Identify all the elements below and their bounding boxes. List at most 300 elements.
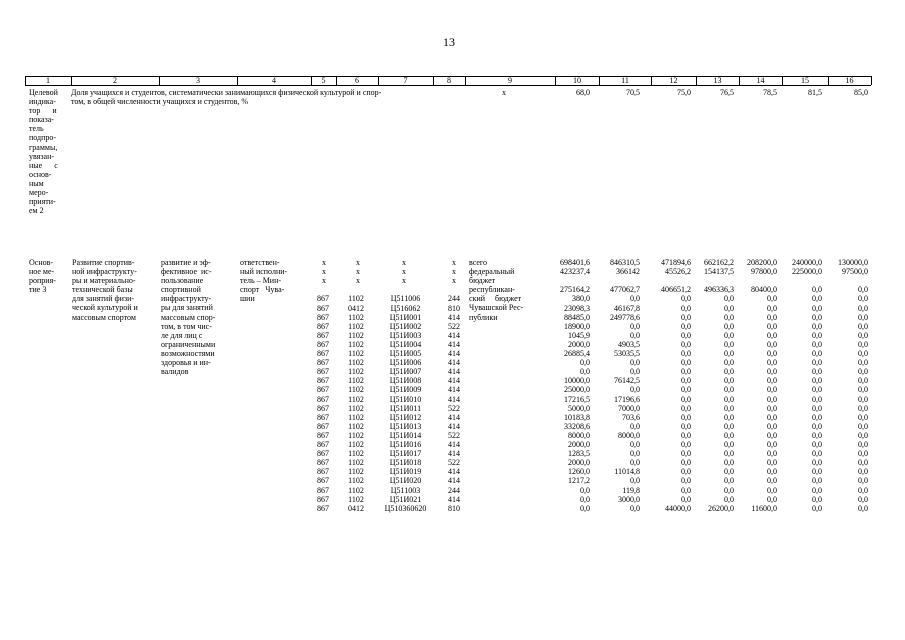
row-amount: 0,0 — [724, 376, 734, 386]
row-amount: 0,0 — [681, 467, 691, 477]
row-section-code: 1102 — [348, 394, 364, 404]
row-expense-code: 810 — [448, 503, 460, 513]
row-amount: 0,0 — [812, 303, 822, 313]
row-amount: 0,0 — [767, 385, 777, 395]
header-col-12: 12 — [669, 76, 678, 85]
row-amount: 0,0 — [681, 330, 691, 340]
row-section-code: 1102 — [348, 476, 364, 486]
row-amount: 0,0 — [767, 449, 777, 459]
header-bottom-border — [25, 85, 871, 86]
row-target-code: Ц51И017 — [389, 449, 422, 459]
row-target-code: Ц51И018 — [389, 458, 422, 468]
row-amount: 0,0 — [630, 421, 640, 431]
row-amount: 10000,0 — [564, 376, 590, 386]
row-ministry-code: 867 — [317, 312, 329, 322]
row-amount: 0,0 — [812, 385, 822, 395]
row-amount: 0,0 — [858, 303, 868, 313]
row-amount: 0,0 — [681, 349, 691, 358]
row-amount: 1217,2 — [568, 476, 590, 486]
row-amount: 0,0 — [812, 339, 822, 349]
row-section-code: 1102 — [348, 376, 364, 386]
row-amount: 0,0 — [630, 476, 640, 486]
row-amount: 0,0 — [858, 321, 868, 331]
row-amount: 2000,0 — [568, 440, 590, 449]
row-amount: 2000,0 — [568, 339, 590, 349]
row-target-code: Ц511003 — [390, 485, 421, 495]
row-amount: 97800,0 — [751, 267, 777, 277]
row-ministry-code: 867 — [317, 394, 329, 404]
row-amount: 2000,0 — [568, 458, 590, 468]
row-amount: 0,0 — [767, 339, 777, 349]
row-amount: 0,0 — [812, 294, 822, 304]
row-amount: 0,0 — [767, 330, 777, 340]
row-amount: 1045,9 — [568, 330, 590, 340]
row-amount: 0,0 — [724, 458, 734, 468]
row-amount: 0,0 — [724, 349, 734, 358]
row-amount: 53035,5 — [614, 349, 640, 358]
row-amount: 0,0 — [858, 403, 868, 413]
row-amount: 26200,0 — [708, 503, 734, 513]
row-amount: 0,0 — [858, 412, 868, 422]
row-ministry-code: 867 — [317, 358, 329, 368]
row-target-code: Ц51И003 — [389, 330, 422, 340]
row-amount: 0,0 — [812, 485, 822, 495]
row-section-code: 1102 — [348, 385, 364, 395]
row-ministry-code: 867 — [317, 403, 329, 413]
row-target-code: Ц51И016 — [389, 440, 422, 449]
row-amount: 88485,0 — [564, 312, 590, 322]
row-amount: 0,0 — [858, 339, 868, 349]
row-amount: 3000,0 — [618, 494, 640, 504]
row-section-code: 1102 — [348, 339, 364, 349]
row-amount: 0,0 — [724, 440, 734, 449]
row-expense-code: 414 — [448, 339, 460, 349]
row-amount: 0,0 — [858, 294, 868, 304]
row-amount: 17196,6 — [614, 394, 640, 404]
row-amount: 46167,8 — [614, 303, 640, 313]
row-amount: 249778,6 — [610, 312, 640, 322]
header-col-15: 15 — [801, 76, 809, 85]
row-section-code: 1102 — [348, 467, 364, 477]
header-col-2: 2 — [113, 76, 117, 85]
row-section-code: 1102 — [348, 421, 364, 431]
row-amount: 0,0 — [681, 312, 691, 322]
row-amount: 0,0 — [681, 403, 691, 413]
row-amount: 0,0 — [580, 494, 590, 504]
row-amount: 8000,0 — [618, 430, 640, 440]
row-amount: 0,0 — [812, 476, 822, 486]
row-expense-code: 414 — [448, 394, 460, 404]
row-amount: 0,0 — [724, 449, 734, 459]
row-amount: 0,0 — [858, 503, 868, 513]
row-amount: 0,0 — [812, 494, 822, 504]
row-amount: 0,0 — [858, 440, 868, 449]
row-section-code: 1102 — [348, 330, 364, 340]
row-target-code: Ц51И004 — [389, 339, 422, 349]
row-amount: 0,0 — [630, 440, 640, 449]
row-expense-code: 810 — [448, 303, 460, 313]
row-target-code: x — [402, 276, 406, 286]
row-amount: 26885,4 — [564, 349, 590, 358]
row-expense-code: 414 — [448, 440, 460, 449]
row-amount: 0,0 — [858, 385, 868, 395]
row-amount: 0,0 — [767, 440, 777, 449]
row-amount: 0,0 — [812, 394, 822, 404]
row-amount: 0,0 — [812, 376, 822, 386]
indicator-value: 85,0 — [854, 88, 868, 97]
row-amount: 0,0 — [724, 394, 734, 404]
row-target-code: Ц51И009 — [389, 385, 422, 395]
row-amount: 698401,6 — [560, 258, 590, 267]
row-amount: 0,0 — [858, 285, 868, 295]
row-section-code: 1102 — [348, 430, 364, 440]
row-section-code: 1102 — [348, 358, 364, 368]
row-amount: 0,0 — [858, 485, 868, 495]
row-amount: 0,0 — [724, 303, 734, 313]
row-amount: 0,0 — [858, 494, 868, 504]
row-section-code: 1102 — [348, 349, 364, 358]
row-amount: 0,0 — [812, 330, 822, 340]
row-target-code: Ц51И005 — [389, 349, 422, 358]
row-amount: 0,0 — [767, 494, 777, 504]
header-col-5: 5 — [321, 76, 326, 85]
row-amount: 44000,0 — [665, 503, 691, 513]
row-amount: 0,0 — [724, 412, 734, 422]
row-expense-code: 414 — [448, 385, 460, 395]
row-amount: 0,0 — [767, 312, 777, 322]
indicator-source: x — [502, 88, 506, 97]
row-ministry-code: 867 — [317, 376, 329, 386]
row-amount: 0,0 — [812, 503, 822, 513]
row-amount: 0,0 — [767, 367, 777, 377]
header-col-3: 3 — [196, 76, 200, 85]
row-amount: 23098,3 — [564, 303, 590, 313]
row-target-code: Ц51И006 — [389, 358, 422, 368]
row-amount: 423237,4 — [560, 267, 590, 277]
row-amount: 0,0 — [630, 458, 640, 468]
row-ministry-code: 867 — [317, 349, 329, 358]
row-amount: 0,0 — [858, 349, 868, 358]
row-expense-code: 522 — [448, 403, 460, 413]
row-amount: 0,0 — [681, 303, 691, 313]
row-amount: 0,0 — [767, 376, 777, 386]
row-ministry-code: 867 — [317, 449, 329, 459]
row-amount: 0,0 — [767, 467, 777, 477]
row-ministry-code: 867 — [317, 321, 329, 331]
row-expense-code: 414 — [448, 494, 460, 504]
row-amount: 0,0 — [681, 358, 691, 368]
row-amount: 0,0 — [724, 476, 734, 486]
row-amount: 0,0 — [630, 330, 640, 340]
header-col-11: 11 — [621, 76, 629, 85]
row-expense-code: 522 — [448, 458, 460, 468]
header-col-9: 9 — [508, 76, 512, 85]
row-ministry-code: 867 — [317, 339, 329, 349]
row-amount: 471894,6 — [661, 258, 691, 267]
row-amount: 406651,2 — [661, 285, 691, 295]
row-amount: 0,0 — [767, 294, 777, 304]
row-expense-code: 414 — [448, 367, 460, 377]
row-amount: 0,0 — [812, 367, 822, 377]
row-ministry-code: 867 — [317, 440, 329, 449]
row-target-code: Ц51И014 — [389, 430, 422, 440]
row-ministry-code: 867 — [317, 458, 329, 468]
row-amount: 0,0 — [812, 458, 822, 468]
row-amount: 0,0 — [630, 358, 640, 368]
row-ministry-code: 867 — [317, 503, 329, 513]
row-ministry-code: 867 — [317, 485, 329, 495]
row-amount: 0,0 — [681, 394, 691, 404]
row-amount: 0,0 — [724, 312, 734, 322]
row-amount: 0,0 — [767, 421, 777, 431]
header-col-7: 7 — [403, 76, 408, 85]
row-target-code: Ц51И021 — [389, 494, 422, 504]
row-amount: 0,0 — [681, 321, 691, 331]
header-col-divider — [871, 76, 872, 85]
row-amount: 0,0 — [681, 430, 691, 440]
row-amount: 0,0 — [812, 358, 822, 368]
row-amount: 225000,0 — [792, 267, 822, 277]
row-target-code: x — [402, 267, 406, 277]
measure-label: Основ- ное ме- роприя- тие 3 — [29, 258, 56, 295]
row-ministry-code: 867 — [317, 494, 329, 504]
indicator-value: 81,5 — [808, 88, 822, 97]
row-section-code: 1102 — [348, 403, 364, 413]
row-ministry-code: 867 — [317, 476, 329, 486]
row-section-code: 1102 — [348, 494, 364, 504]
row-amount: 130000,0 — [838, 258, 868, 267]
measure-title: Развитие спортив- ной инфраструкту- ры и материально- технической базы для занятий физи- ческой культурой и массовым спортом — [72, 258, 138, 322]
row-target-code: Ц51И002 — [389, 321, 422, 331]
row-amount: 0,0 — [858, 312, 868, 322]
row-expense-code: 522 — [448, 430, 460, 440]
row-amount: 0,0 — [681, 421, 691, 431]
row-section-code: 1102 — [348, 440, 364, 449]
row-expense-code: 414 — [448, 467, 460, 477]
row-amount: 477062,7 — [610, 285, 640, 295]
row-ministry-code: 867 — [317, 412, 329, 422]
row-amount: 366142 — [616, 267, 640, 277]
row-amount: 0,0 — [767, 303, 777, 313]
header-col-1: 1 — [46, 76, 50, 85]
measure-executor: ответствен- ный исполни- тель – Мин- спорт Чува- шии — [240, 258, 288, 304]
row-amount: 0,0 — [681, 494, 691, 504]
measure-funding-sources: всего федеральный бюджет республикан- ский бюджет Чувашской Рес- публики — [469, 258, 524, 322]
row-amount: 0,0 — [812, 312, 822, 322]
row-ministry-code: 867 — [317, 430, 329, 440]
row-ministry-code: 867 — [317, 421, 329, 431]
row-amount: 0,0 — [724, 367, 734, 377]
row-expense-code: 414 — [448, 476, 460, 486]
row-amount: 0,0 — [681, 476, 691, 486]
row-section-code: 1102 — [348, 412, 364, 422]
row-amount: 0,0 — [812, 412, 822, 422]
row-amount: 18900,0 — [564, 321, 590, 331]
header-col-16: 16 — [845, 76, 854, 85]
row-expense-code: 414 — [448, 312, 460, 322]
row-amount: 0,0 — [858, 476, 868, 486]
row-amount: 0,0 — [580, 485, 590, 495]
row-section-code: 1102 — [348, 321, 364, 331]
row-target-code: Ц516062 — [390, 303, 421, 313]
row-expense-code: x — [452, 276, 456, 286]
row-amount: 662162,2 — [704, 258, 734, 267]
indicator-value: 68,0 — [576, 88, 590, 97]
row-target-code: Ц51И010 — [389, 394, 422, 404]
row-amount: 0,0 — [630, 503, 640, 513]
row-target-code: Ц510360620 — [384, 503, 427, 513]
row-amount: 0,0 — [767, 485, 777, 495]
row-amount: 0,0 — [767, 403, 777, 413]
row-amount: 0,0 — [681, 485, 691, 495]
row-amount: 0,0 — [724, 321, 734, 331]
row-target-code: Ц51И007 — [389, 367, 422, 377]
row-expense-code: 414 — [448, 421, 460, 431]
row-amount: 0,0 — [858, 467, 868, 477]
row-target-code: Ц511006 — [390, 294, 421, 304]
row-amount: 45526,2 — [665, 267, 691, 277]
row-expense-code: 414 — [448, 358, 460, 368]
row-amount: 97500,0 — [842, 267, 868, 277]
row-amount: 0,0 — [812, 430, 822, 440]
header-col-14: 14 — [756, 76, 765, 85]
row-target-code: Ц51И019 — [389, 467, 422, 477]
row-amount: 1260,0 — [568, 467, 590, 477]
row-target-code: Ц51И001 — [389, 312, 422, 322]
row-amount: 496336,3 — [704, 285, 734, 295]
row-section-code: 1102 — [348, 485, 364, 495]
row-amount: 0,0 — [724, 494, 734, 504]
row-amount: 0,0 — [812, 349, 822, 358]
row-amount: 25000,0 — [564, 385, 590, 395]
row-amount: 0,0 — [724, 358, 734, 368]
row-ministry-code: x — [322, 258, 326, 267]
row-amount: 0,0 — [858, 376, 868, 386]
row-section-code: x — [356, 276, 360, 286]
row-amount: 0,0 — [681, 458, 691, 468]
row-target-code: Ц51И012 — [389, 412, 422, 422]
row-amount: 0,0 — [767, 430, 777, 440]
row-expense-code: x — [452, 258, 456, 267]
row-section-code: 1102 — [348, 449, 364, 459]
row-amount: 0,0 — [724, 294, 734, 304]
row-amount: 0,0 — [580, 503, 590, 513]
row-amount: 0,0 — [724, 403, 734, 413]
header-col-6: 6 — [355, 76, 359, 85]
row-amount: 0,0 — [630, 449, 640, 459]
row-amount: 0,0 — [812, 321, 822, 331]
row-section-code: x — [356, 258, 360, 267]
indicator-value: 70,5 — [626, 88, 640, 97]
indicator-value: 76,5 — [720, 88, 734, 97]
row-amount: 5000,0 — [568, 403, 590, 413]
row-amount: 0,0 — [724, 421, 734, 431]
row-amount: 10183,8 — [564, 412, 590, 422]
row-expense-code: 414 — [448, 376, 460, 386]
measure-goal: развитие и эф- фективное ис- пользование спортивной инфраструкту- ры для занятий массовым спор- том, в том чис- ле для лиц с ограниченными возможностями здоровья и ин- валидов — [161, 258, 216, 377]
indicator-value: 78,5 — [763, 88, 777, 97]
row-amount: 0,0 — [724, 485, 734, 495]
row-amount: 0,0 — [630, 367, 640, 377]
row-amount: 11014,8 — [614, 467, 640, 477]
row-section-code: x — [356, 267, 360, 277]
row-expense-code: 244 — [448, 485, 460, 495]
row-section-code: 1102 — [348, 312, 364, 322]
row-ministry-code: 867 — [317, 385, 329, 395]
row-amount: 0,0 — [724, 385, 734, 395]
row-expense-code: x — [452, 267, 456, 277]
row-amount: 1283,5 — [568, 449, 590, 459]
row-expense-code: 414 — [448, 412, 460, 422]
row-amount: 0,0 — [630, 321, 640, 331]
row-ministry-code: 867 — [317, 330, 329, 340]
row-amount: 0,0 — [767, 476, 777, 486]
row-expense-code: 522 — [448, 321, 460, 331]
indicator-description: Доля учащихся и студентов, систематически занимающихся физической культурой и спор- том, в общей численности учащихся и студентов, % — [71, 88, 382, 107]
row-amount: 0,0 — [858, 367, 868, 377]
row-target-code: Ц51И013 — [389, 421, 422, 431]
row-amount: 0,0 — [858, 449, 868, 459]
row-amount: 0,0 — [858, 394, 868, 404]
row-amount: 0,0 — [858, 458, 868, 468]
row-amount: 0,0 — [767, 321, 777, 331]
row-amount: 0,0 — [812, 440, 822, 449]
row-amount: 0,0 — [630, 385, 640, 395]
row-amount: 80400,0 — [751, 285, 777, 295]
row-amount: 240000,0 — [792, 258, 822, 267]
row-amount: 119,8 — [622, 485, 640, 495]
row-amount: 0,0 — [858, 421, 868, 431]
row-amount: 0,0 — [681, 294, 691, 304]
row-amount: 0,0 — [681, 449, 691, 459]
row-amount: 17216,5 — [564, 394, 590, 404]
row-amount: 0,0 — [681, 412, 691, 422]
row-amount: 0,0 — [812, 449, 822, 459]
row-amount: 8000,0 — [568, 430, 590, 440]
row-amount: 0,0 — [812, 421, 822, 431]
row-target-code: x — [402, 258, 406, 267]
row-amount: 0,0 — [858, 330, 868, 340]
row-section-code: 0412 — [348, 303, 364, 313]
row-amount: 0,0 — [858, 358, 868, 368]
page-number: 13 — [443, 35, 455, 49]
header-col-8: 8 — [447, 76, 451, 85]
row-amount: 0,0 — [767, 358, 777, 368]
row-amount: 0,0 — [681, 385, 691, 395]
header-col-13: 13 — [713, 76, 722, 85]
row-ministry-code: x — [322, 276, 326, 286]
row-amount: 0,0 — [681, 376, 691, 386]
row-amount: 0,0 — [681, 339, 691, 349]
row-amount: 380,0 — [572, 294, 590, 304]
row-amount: 0,0 — [812, 467, 822, 477]
row-amount: 154137,5 — [704, 267, 734, 277]
row-amount: 208200,0 — [747, 258, 777, 267]
row-ministry-code: 867 — [317, 367, 329, 377]
row-amount: 275164,2 — [560, 285, 590, 295]
row-ministry-code: x — [322, 267, 326, 277]
row-section-code: 0412 — [348, 503, 364, 513]
row-target-code: Ц51И020 — [389, 476, 422, 486]
row-amount: 0,0 — [681, 367, 691, 377]
row-ministry-code: 867 — [317, 303, 329, 313]
row-section-code: 1102 — [348, 458, 364, 468]
row-amount: 0,0 — [812, 285, 822, 295]
row-amount: 0,0 — [767, 394, 777, 404]
row-amount: 0,0 — [580, 358, 590, 368]
row-amount: 0,0 — [630, 294, 640, 304]
row-target-code: Ц51И011 — [389, 403, 422, 413]
